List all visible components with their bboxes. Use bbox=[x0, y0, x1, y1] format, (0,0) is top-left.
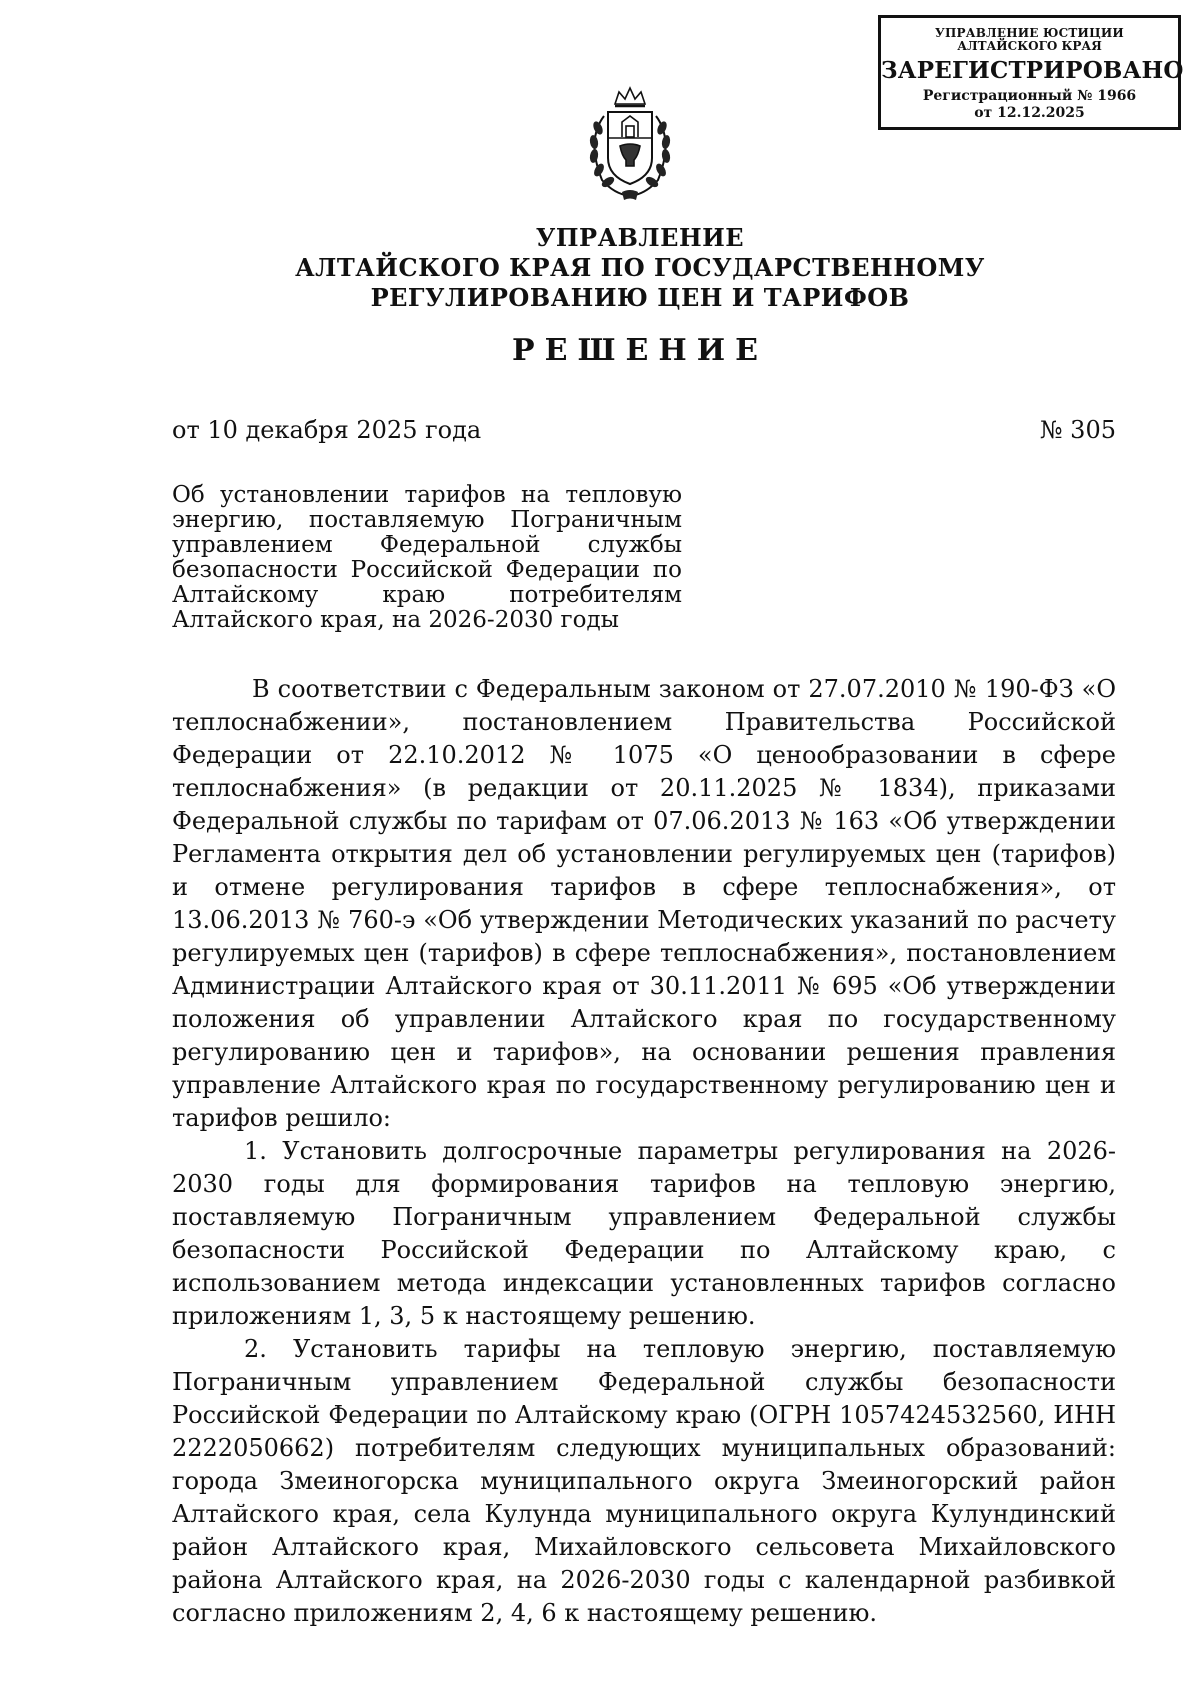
stamp-reg-number: Регистрационный № 1966 bbox=[922, 88, 1137, 104]
body-paragraph-item-2: 2. Установить тарифы на тепловую энергию, поставляемую Пограничным управлением Федеральной службы безопасности Российской Федерации по Алтайскому краю (ОГРН 1057424532560, ИНН 2222050662) потребителям следующих муниципальных образований: города Змеиногорска муниципального округа Змеиногорский район Алтайского края, села Кулунда муниципального округа Кулундинский район Алтайского края, Михайловского сельсовета Михайловского района Алтайского края, на 2026-2030 годы с календарной разбивкой согласно приложениям 2, 4, 6 к настоящему решению. bbox=[172, 1335, 1116, 1627]
document-date: от 10 декабря 2025 года bbox=[172, 416, 482, 444]
registration-stamp bbox=[878, 15, 1184, 130]
body-paragraph-preamble: В соответствии с Федеральным законом от 27.07.2010 № 190-ФЗ «О теплоснабжении», постановлением Правительства Российской Федерации от 22.10.2012 № 1075 «О ценообразовании в сфере теплоснабжения» (в редакции от 20.11.2025 № 1834), приказами Федеральной службы по тарифам от 07.06.2013 № 163 «Об утверждении Регламента открытия дел об установлении регулируемых цен (тарифов) и отмене регулирования тарифов в сфере теплоснабжения», от 13.06.2013 № 760-э «Об утверждении Методических указаний по расчету регулируемых цен (тарифов) в сфере теплоснабжения», постановлением Администрации Алтайского края от 30.11.2011 № 695 «Об утверждении положения об управлении Алтайского края по государственному регулированию цен и тарифов», на основании решения правления управление Алтайского края по государственному регулированию цен и тарифов решило: bbox=[172, 675, 1116, 1132]
document-subject bbox=[172, 483, 682, 633]
org-line-1: УПРАВЛЕНИЕ bbox=[535, 223, 745, 252]
document-body bbox=[172, 673, 1116, 1630]
subject-line: Об установлении тарифов на тепловую bbox=[172, 482, 682, 508]
subject-line: безопасности Российской Федерации по bbox=[172, 557, 682, 583]
stamp-reg-date: от 12.12.2025 bbox=[974, 105, 1085, 121]
stamp-line-1: УПРАВЛЕНИЕ ЮСТИЦИИ bbox=[935, 26, 1124, 40]
org-line-2: АЛТАЙСКОГО КРАЯ ПО ГОСУДАРСТВЕННОМУ bbox=[295, 253, 985, 282]
stamp-status: ЗАРЕГИСТРИРОВАНО bbox=[881, 57, 1184, 84]
subject-line: управлением Федеральной службы bbox=[172, 532, 682, 558]
body-paragraph-item-1: 1. Установить долгосрочные параметры регулирования на 2026-2030 годы для формирования тарифов на тепловую энергию, поставляемую Пограничным управлением Федеральной службы безопасности Российской Федерации по Алтайскому краю, с использованием метода индексации установленных тарифов согласно приложениям 1, 3, 5 к настоящему решению. bbox=[172, 1137, 1116, 1330]
document-type: РЕШЕНИЕ bbox=[512, 333, 768, 368]
organization-name bbox=[200, 223, 1080, 313]
document-number: № 305 bbox=[1039, 416, 1116, 444]
subject-line: Алтайскому краю потребителям bbox=[172, 582, 682, 608]
subject-line: Алтайского края, на 2026-2030 годы bbox=[172, 607, 619, 633]
org-line-3: РЕГУЛИРОВАНИЮ ЦЕН И ТАРИФОВ bbox=[370, 283, 910, 312]
coat-of-arms-emblem bbox=[570, 80, 690, 205]
subject-line: энергию, поставляемую Пограничным bbox=[172, 507, 682, 533]
stamp-line-2: АЛТАЙСКОГО КРАЯ bbox=[957, 39, 1102, 53]
